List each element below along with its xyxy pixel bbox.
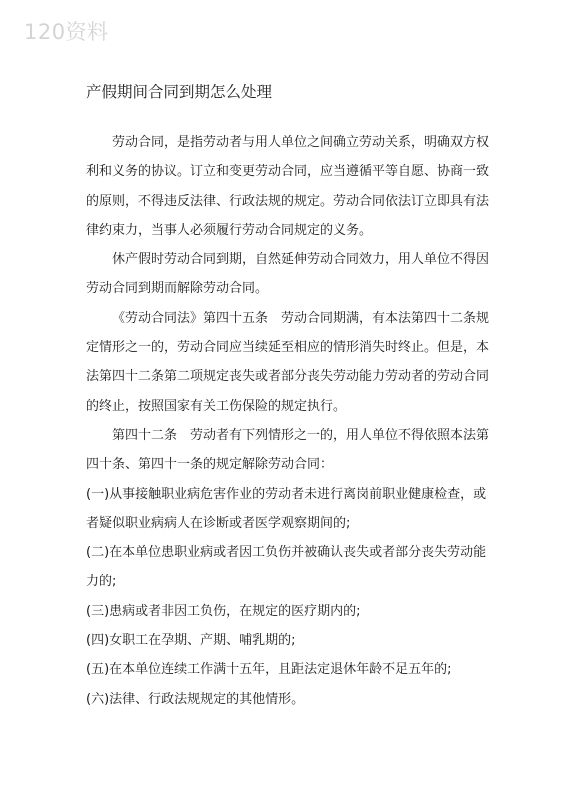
- list-item: (四)女职工在孕期、产期、哺乳期的;: [86, 633, 296, 649]
- list-item: (五)在本单位连续工作满十五年，且距法定退休年龄不足五年的;: [86, 662, 452, 678]
- paragraph-maternity-leave: 休产假时劳动合同到期，自然延伸劳动合同效力，用人单位不得因劳动合同到期而解除劳动合同。: [86, 252, 490, 297]
- list-item: (二)在本单位患职业病或者因工负伤并被确认丧失或者部分丧失劳动能力的;: [86, 545, 487, 590]
- list-item: (六)法律、行政法规规定的其他情形。: [86, 691, 305, 707]
- list-item: (一)从事接触职业病危害作业的劳动者未进行离岗前职业健康检查，或者疑似职业病病人在诊断或者医学观察期间的;: [86, 486, 487, 531]
- paragraph-labor-contract-definition: 劳动合同，是指劳动者与用人单位之间确立劳动关系，明确双方权利和义务的协议。订立和变更劳动合同，应当遵循平等自愿、协商一致的原则，不得违反法律、行政法规的规定。劳动合同依法订立即具有法律约束力，当事人必须履行劳动合同规定的义务。: [86, 135, 490, 238]
- paragraph-article-42: 第四十二条 劳动者有下列情形之一的，用人单位不得依照本法第四十条、第四十一条的规定解除劳动合同：: [86, 427, 490, 473]
- document-body: [86, 128, 496, 714]
- paragraph-article-45: 《劳动合同法》第四十五条 劳动合同期满，有本法第四十二条规定情形之一的，劳动合同应当续延至相应的情形消失时终止。但是，本法第四十二条第二项规定丧失或者部分丧失劳动能力劳动者的劳动合同的终止，按照国家有关工伤保险的规定执行。: [86, 310, 490, 414]
- watermark-logo: 120资料: [24, 20, 109, 44]
- document-title: 产假期间合同到期怎么处理: [86, 83, 273, 101]
- list-item: (三)患病或者非因工负伤，在规定的医疗期内的;: [86, 603, 361, 619]
